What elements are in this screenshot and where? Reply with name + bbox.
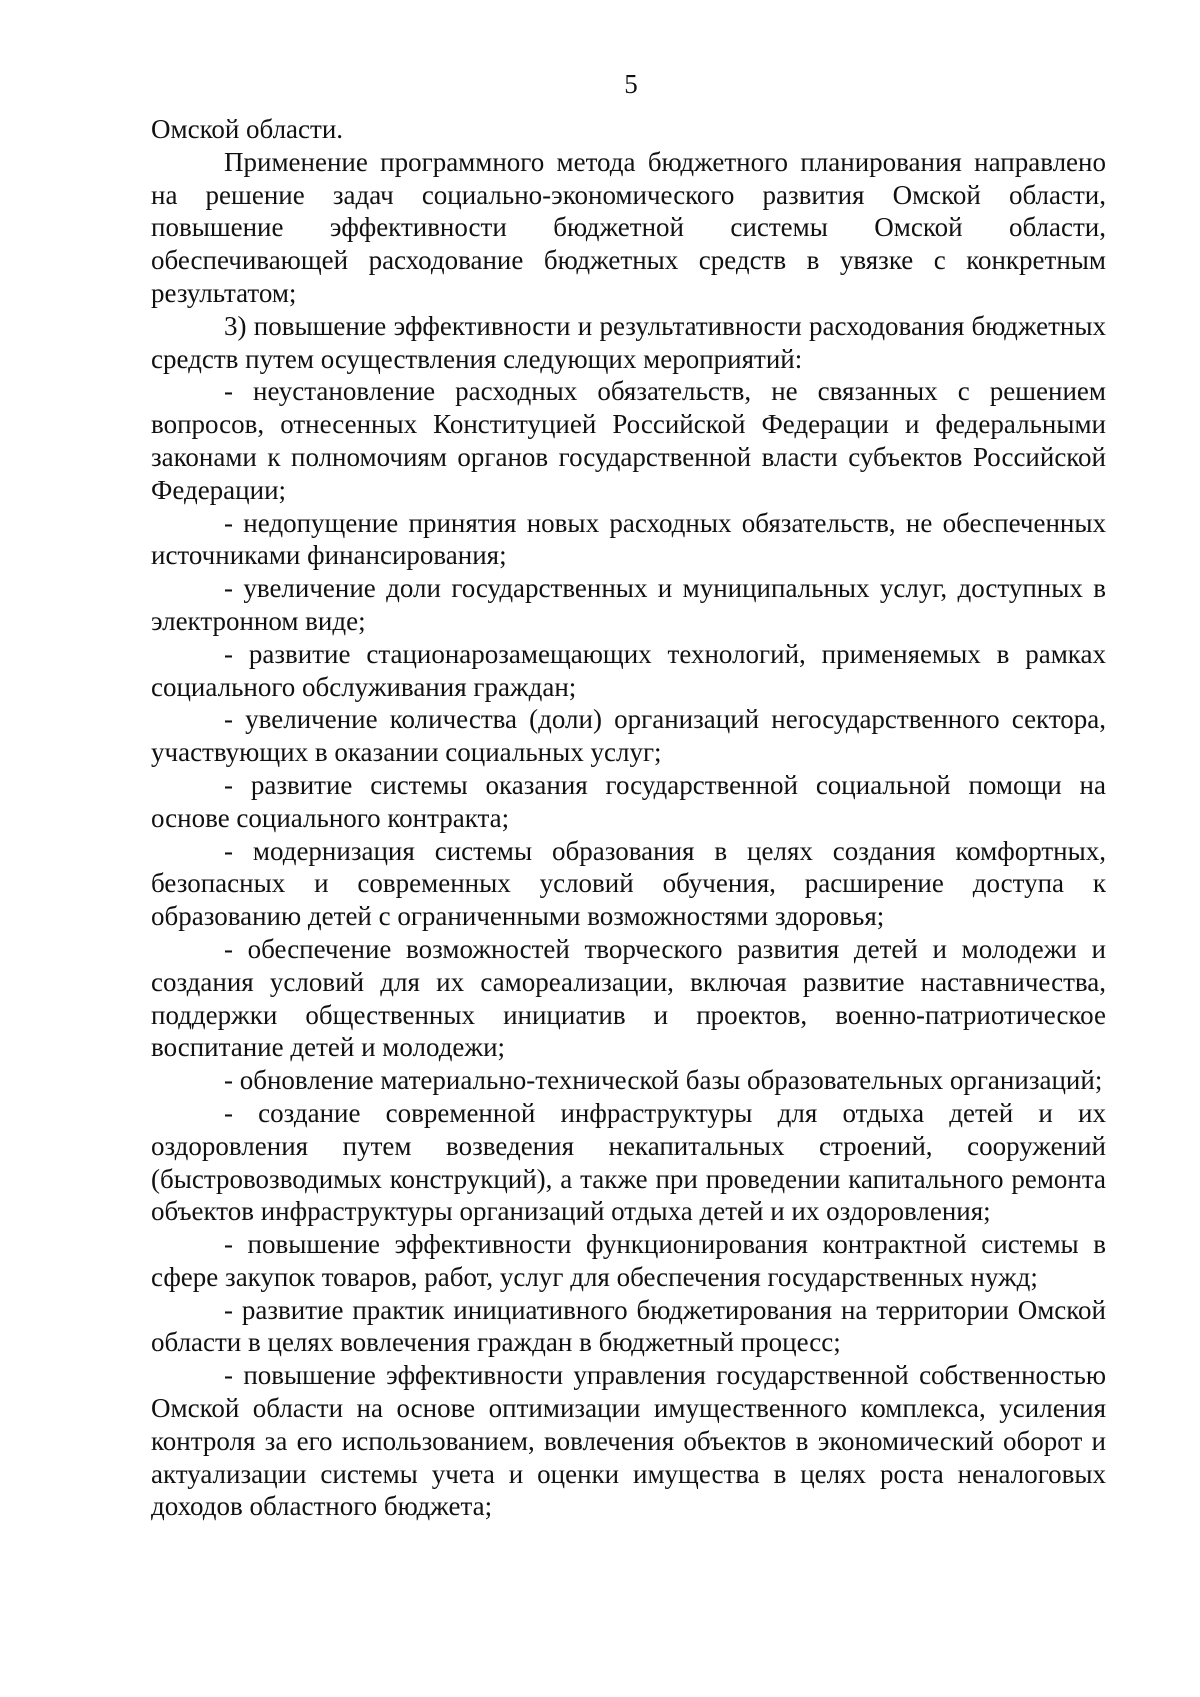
list-item: - увеличение доли государственных и муниципальных услуг, доступных в электронном виде; [151,573,1106,636]
list-item: - повышение эффективности функционирования контрактной системы в сфере закупок товаров, работ, услуг для обеспечения государственных нужд; [151,1229,1106,1292]
list-item: - развитие системы оказания государственной социальной помощи на основе социального контракта; [151,769,1106,833]
list-item: - создание современной инфраструктуры для отдыха детей и их оздоровления путем возведения некапитальных строений, сооружений (быстровозводимых конструкций), а также при проведении капитального ремонта объектов инфраструктуры организаций отдыха детей и их оздоровления; [151,1097,1106,1227]
paragraph-program-method: Применение программного метода бюджетного планирования направлено на решение задач социально-экономического развития Омской области, повышение эффективности бюджетной системы Омской области, обеспечивающей расходование бюджетных средств в увязке с конкретным результатом; [151,146,1106,308]
continuation-line: Омской области. [151,114,344,144]
list-item: - модернизация системы образования в целях создания комфортных, безопасных и современных условий обучения, расширение доступа к образованию детей с ограниченными возможностями здоровья; [151,835,1106,932]
page-number: 5 [624,69,638,99]
list-item: - обновление материально-технической базы образовательных организаций; [224,1065,1103,1096]
document-body [151,113,1106,1523]
list-item: - повышение эффективности управления государственной собственностью Омской области на основе оптимизации имущественного комплекса, усиления контроля за его использованием, вовлечения объектов в экономический оборот и актуализации системы учета и оценки имущества в целях роста неналоговых доходов областного бюджета; [151,1360,1106,1522]
list-item: - недопущение принятия новых расходных обязательств, не обеспеченных источниками финансирования; [151,507,1106,571]
list-item: - неустановление расходных обязательств, не связанных с решением вопросов, отнесенных Конституцией Российской Федерации и федеральными законами к полномочиям органов государственной власти субъектов Российской Федерации; [151,376,1106,505]
list-item: - обеспечение возможностей творческого развития детей и молодежи и создания условий для их самореализации, включая развитие наставничества, поддержки общественных инициатив и проектов, военно-патриотическое воспитание детей и молодежи; [151,933,1106,1063]
list-item: - увеличение количества (доли) организаций негосударственного сектора, участвующих в оказании социальных услуг; [151,704,1106,768]
list-item: - развитие стационарозамещающих технологий, применяемых в рамках социального обслуживания граждан; [151,638,1106,702]
paragraph-item-3: 3) повышение эффективности и результативности расходования бюджетных средств путем осуществления следующих мероприятий: [151,310,1106,374]
list-item: - развитие практик инициативного бюджетирования на территории Омской области в целях вовлечения граждан в бюджетный процесс; [151,1294,1106,1358]
